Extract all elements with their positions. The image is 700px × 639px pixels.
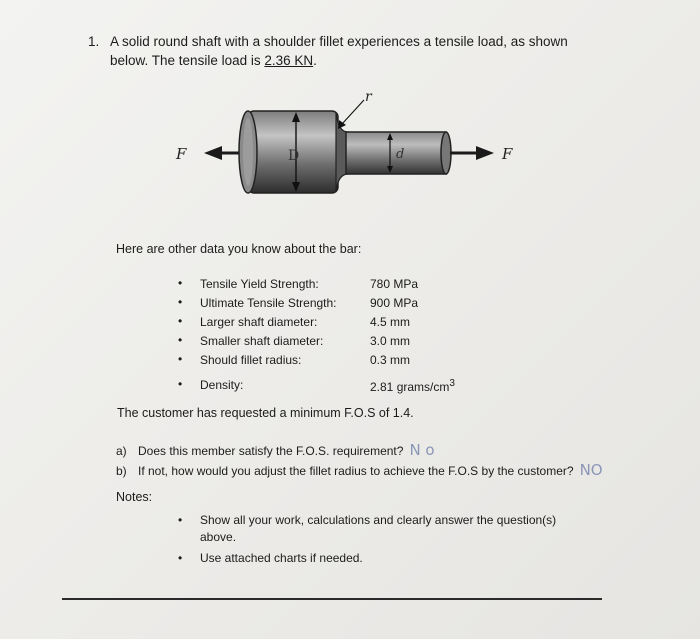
handwritten-answer-b: NO: [579, 461, 603, 479]
property-value: 900 MPa: [370, 296, 419, 310]
property-label: Tensile Yield Strength:: [200, 277, 319, 291]
bottom-rule: [62, 598, 602, 600]
property-label: Ultimate Tensile Strength:: [200, 296, 337, 310]
property-row: [172, 377, 492, 396]
bullet: •: [178, 276, 183, 290]
question-b-tag: b): [116, 464, 127, 478]
bullet: •: [178, 513, 183, 527]
property-value: [370, 378, 455, 394]
property-value: 3.0 mm: [370, 334, 411, 348]
fillet-radius-label: r: [365, 89, 372, 105]
question-b-text: If not, how would you adjust the fillet radius to achieve the F.O.S by the customer?: [138, 464, 574, 478]
data-intro: Here are other data you know about the bar:: [116, 242, 362, 256]
force-label-left: F: [176, 145, 187, 163]
question-text-line-1: A solid round shaft with a shoulder fillet experiences a tensile load, as shown: [110, 34, 568, 49]
notes-list: [176, 512, 576, 571]
bullet: •: [178, 314, 183, 328]
fos-requirement: The customer has requested a minimum F.O.S of 1.4.: [117, 406, 414, 420]
small-diameter-label: d: [396, 147, 405, 162]
bullet: •: [178, 295, 183, 309]
question-b: [116, 461, 603, 479]
property-row: [172, 276, 492, 295]
question-a: [116, 441, 435, 459]
shaft-diagram: [168, 86, 528, 226]
density-exponent: 3: [449, 378, 455, 389]
question-1: [88, 32, 568, 70]
property-row: [172, 352, 492, 371]
tensile-load-value: 2.36 KN: [264, 53, 314, 68]
handwritten-answer-a: N o: [409, 441, 435, 459]
property-row: [172, 333, 492, 352]
bullet: •: [178, 551, 183, 565]
property-label: Smaller shaft diameter:: [200, 334, 324, 348]
note-item: [176, 512, 576, 546]
question-number: 1.: [88, 34, 100, 49]
property-row: [172, 295, 492, 314]
property-value: 0.3 mm: [370, 353, 411, 367]
question-a-text: Does this member satisfy the F.O.S. requirement?: [138, 444, 404, 458]
property-value: 4.5 mm: [370, 315, 411, 329]
property-row: [172, 314, 492, 333]
property-label: Larger shaft diameter:: [200, 315, 318, 329]
bullet: •: [178, 377, 183, 391]
property-value: 780 MPa: [370, 277, 419, 291]
note-item: [176, 550, 576, 567]
bullet: •: [178, 333, 183, 347]
bullet: •: [178, 352, 183, 366]
question-line-2-end: .: [313, 53, 317, 68]
question-text-line-2: below. The tensile load is: [110, 53, 265, 68]
density-value: 2.81 grams/cm: [370, 380, 450, 394]
question-line-1: [88, 32, 568, 51]
question-a-tag: a): [116, 444, 127, 458]
right-force-arrow: [450, 146, 494, 160]
notes-heading: Notes:: [116, 490, 153, 504]
fillet-radius-leader: [338, 100, 364, 129]
property-label: Density:: [200, 378, 244, 392]
note-text: Use attached charts if needed.: [200, 551, 363, 565]
force-label-right: F: [502, 145, 513, 163]
property-list: [172, 276, 492, 396]
property-label: Should fillet radius:: [200, 353, 302, 367]
large-diameter-label: D: [288, 148, 300, 164]
note-text: Show all your work, calculations and clearly answer the question(s) above.: [200, 513, 557, 544]
question-line-2: [88, 51, 568, 70]
